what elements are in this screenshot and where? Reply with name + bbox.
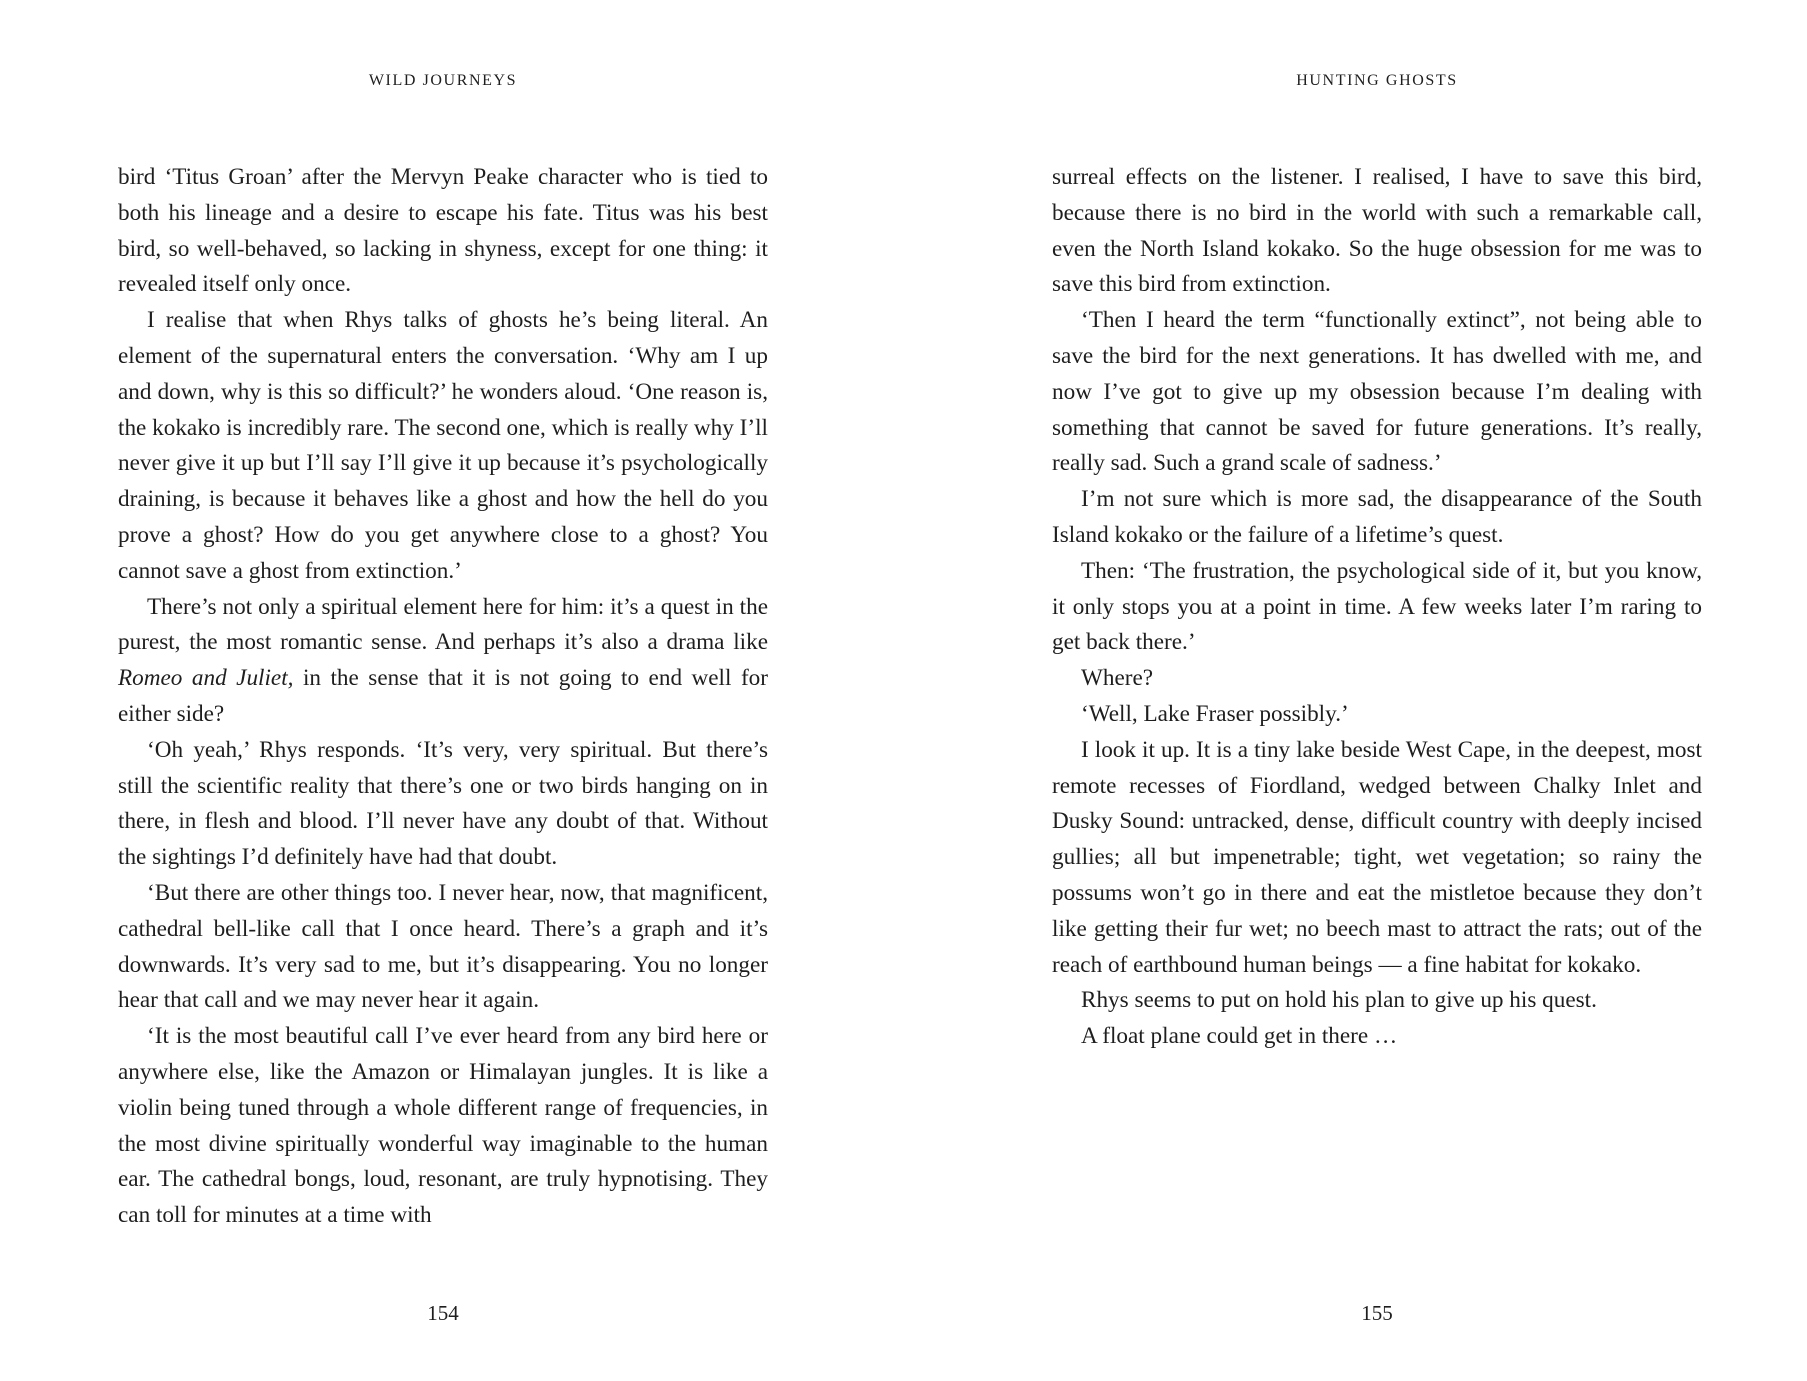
running-head: HUNTING GHOSTS: [1296, 72, 1458, 89]
paragraph-text: in the sense that it is not going to end well for either side?: [118, 665, 768, 727]
paragraph: bird ‘Titus Groan’ after the Mervyn Peake character who is tied to both his lineage and a desire to escape his fate. Titus was his best bird, so well-behaved, so lacking in shyness, except for one thing: it revealed itself only once.: [118, 164, 768, 298]
left-page: [0, 0, 903, 1381]
page-number: 155: [1361, 1301, 1393, 1325]
paragraph: ‘Then I heard the term “functionally extinct”, not being able to save the bird for the next generations. It has dwelled with me, and now I’ve got to give up my obsession because I’m dealing with something that cannot be saved for future generations. It’s really, really sad. Such a grand scale of sadness.’: [1052, 307, 1702, 477]
right-page: [903, 0, 1806, 1381]
paragraph: Then: ‘The frustration, the psychological side of it, but you know, it only stops you at a point in time. A few weeks later I’m raring to get back there.’: [1052, 557, 1702, 656]
paragraph-text: There’s not only a spiritual element here for him: it’s a quest in the purest, the most romantic sense. And perhaps it’s also a drama like: [118, 593, 768, 656]
paragraph: Where?: [1081, 665, 1154, 692]
paragraph: ‘It is the most beautiful call I’ve ever heard from any bird here or anywhere else, like the Amazon or Himalayan jungles. It is like a violin being tuned through a whole different range of frequencies, in the most divine spiritually wonderful way imaginable to the human ear. The cathedral bongs, loud, resonant, are truly hypnotising. They can toll for minutes at a time with: [118, 1023, 768, 1229]
paragraph: Rhys seems to put on hold his plan to give up his quest.: [1081, 987, 1597, 1014]
paragraph: ‘But there are other things too. I never hear, now, that magnificent, cathedral bell-like call that I once heard. There’s a graph and it’s downwards. It’s very sad to me, but it’s disappearing. You no longer hear that call and we may never hear it again.: [118, 879, 768, 1014]
paragraph: surreal effects on the listener. I realised, I have to save this bird, because there is no bird in the world with such a remarkable call, even the North Island kokako. So the huge obsession for me was to save this bird from extinction.: [1052, 164, 1702, 298]
paragraph: ‘Oh yeah,’ Rhys responds. ‘It’s very, very spiritual. But there’s still the scientific reality that there’s one or two birds hanging on in there, in flesh and blood. I’ll never have any doubt of that. Without the sightings I’d definitely have had that doubt.: [118, 736, 768, 871]
page-number: 154: [427, 1301, 459, 1325]
paragraph: A float plane could get in there …: [1081, 1023, 1398, 1050]
book-title-italic: Romeo and Juliet,: [118, 665, 294, 692]
paragraph: I’m not sure which is more sad, the disappearance of the South Island kokako or the failure of a lifetime’s quest.: [1052, 486, 1702, 548]
body-text: [118, 160, 768, 1234]
body-text: [1052, 160, 1702, 1055]
paragraph: I realise that when Rhys talks of ghosts he’s being literal. An element of the supernatural enters the conversation. ‘Why am I up and down, why is this so difficult?’ he wonders aloud. ‘One reason is, the kokako is incredibly rare. The second one, which is really why I’ll never give it up but I’ll say I’ll give it up because it’s psychologically draining, is because it behaves like a ghost and how the hell do you prove a ghost? How do you get anywhere close to a ghost? You cannot save a ghost from extinction.’: [118, 307, 768, 584]
paragraph: I look it up. It is a tiny lake beside West Cape, in the deepest, most remote recesses of Fiordland, wedged between Chalky Inlet and Dusky Sound: untracked, dense, difficult country with deeply incised gullies; all but impenetrable; tight, wet vegetation; so rainy the possums won’t go in there and eat the mistletoe because they don’t like getting their fur wet; no beech mast to attract the rats; out of the reach of earthbound human beings — a fine habitat for kokako.: [1052, 736, 1702, 978]
running-head: WILD JOURNEYS: [368, 72, 518, 89]
paragraph: [118, 590, 768, 733]
paragraph: ‘Well, Lake Fraser possibly.’: [1081, 700, 1349, 727]
